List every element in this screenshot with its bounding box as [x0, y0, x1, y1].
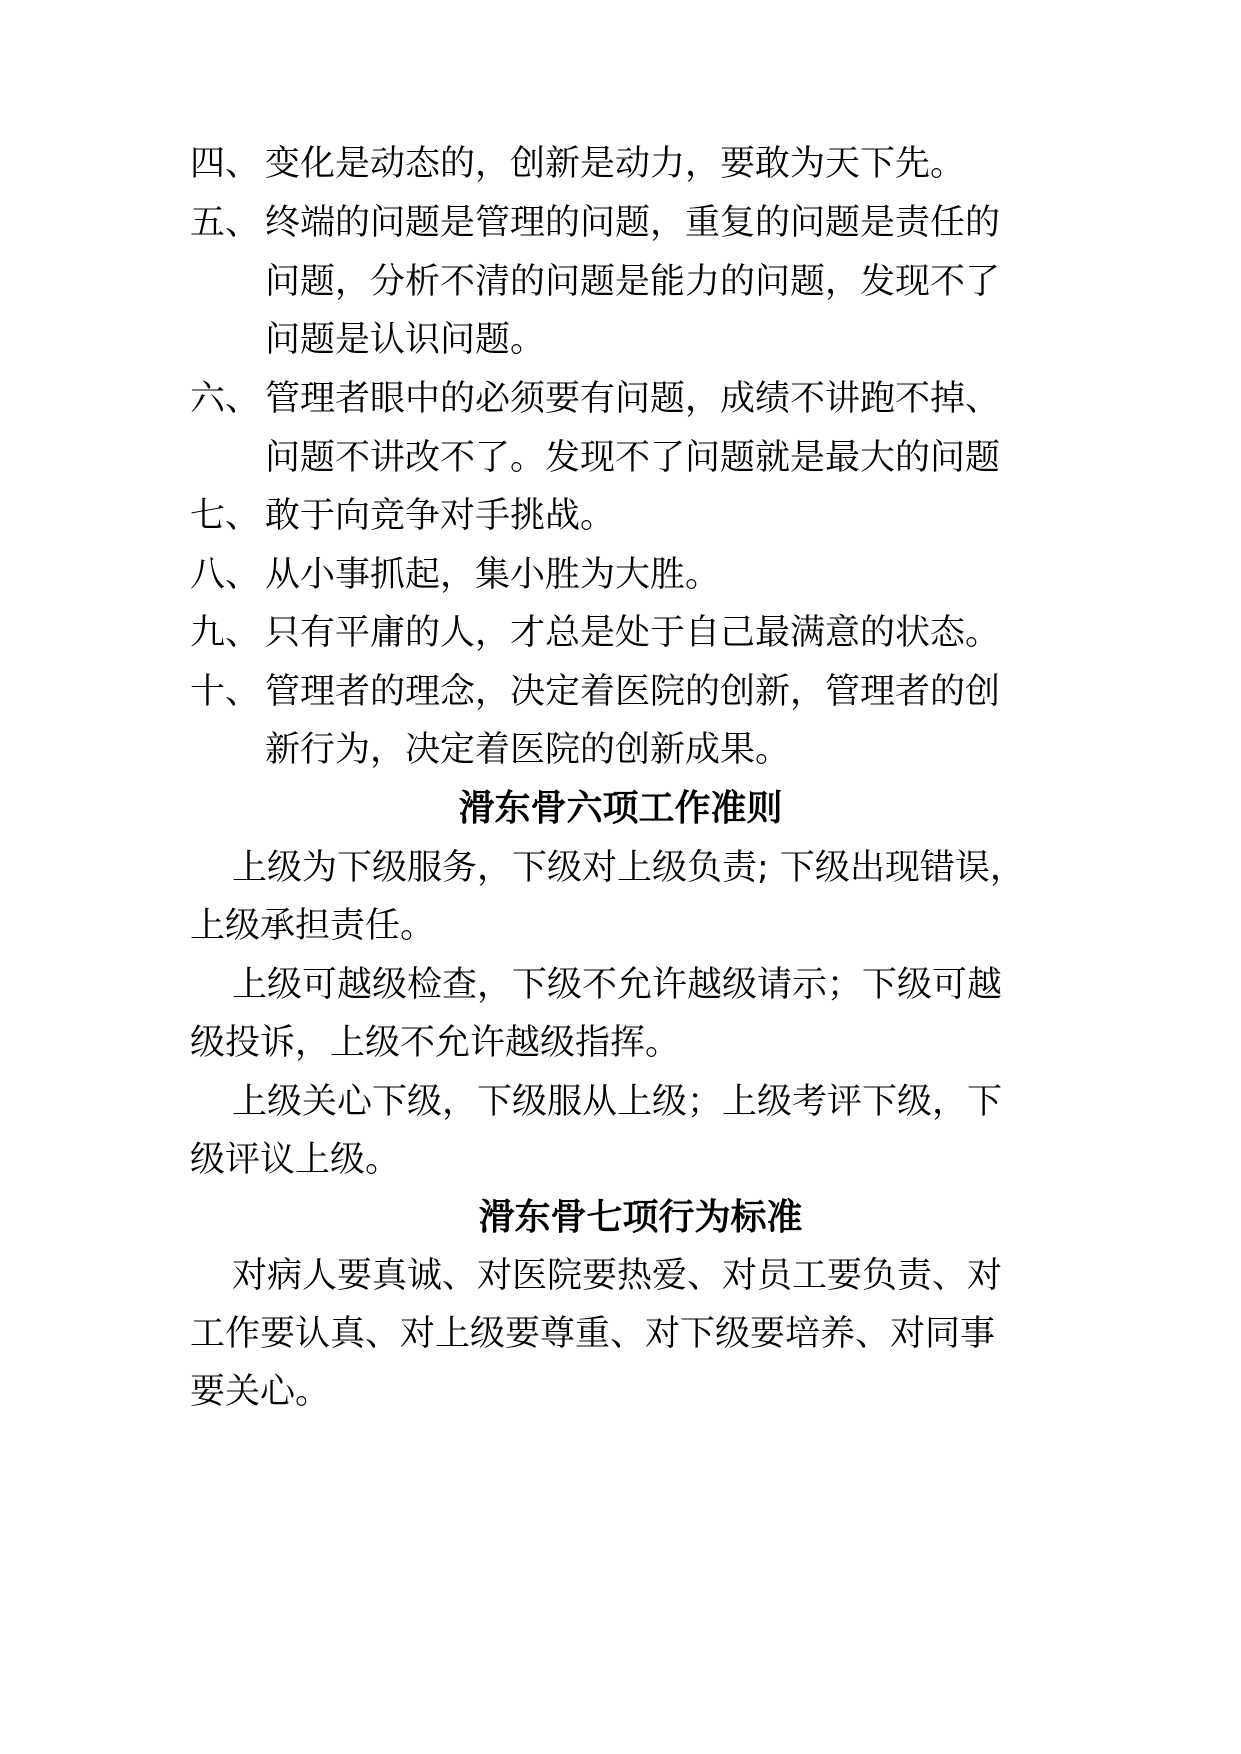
- rule-text: 管理者的理念，决定着医院的创新，管理者的创: [265, 672, 1001, 712]
- paragraph-text: 对病人要真诚、对医院要热爱、对员工要负责、对: [232, 1256, 1003, 1296]
- rule-number: 十、: [190, 672, 261, 712]
- section-title: 滑东骨六项工作准则: [458, 788, 783, 829]
- paragraph-text: 上级为下级服务，下级对上级负责; 下级出现错误，: [232, 848, 1025, 888]
- rule-number: 八、: [190, 555, 261, 595]
- paragraph-text: 上级可越级检查，下级不允许越级请示；下级可越: [232, 965, 1003, 1005]
- rule-number: 五、: [190, 203, 261, 243]
- rule-text: 只有平庸的人，才总是处于自己最满意的状态。: [265, 613, 1001, 653]
- section-title: 滑东骨七项行为标准: [478, 1197, 803, 1238]
- paragraph-text: 上级关心下级，下级服从上级；上级考评下级，下: [232, 1082, 1003, 1122]
- paragraph-text: 上级承担责任。: [190, 906, 436, 946]
- rule-text: 变化是动态的，创新是动力，要敢为天下先。: [265, 144, 966, 184]
- paragraph-text: 要关心。: [190, 1372, 331, 1412]
- rule-number: 九、: [190, 613, 261, 653]
- rule-text: 从小事抓起，集小胜为大胜。: [265, 555, 721, 595]
- paragraph-text: 级评议上级。: [190, 1140, 401, 1180]
- rule-number: 六、: [190, 379, 261, 419]
- paragraph-text: 工作要认真、对上级要尊重、对下级要培养、对同事: [190, 1314, 996, 1354]
- rule-number: 四、: [190, 144, 261, 184]
- paragraph-text: 级投诉，上级不允许越级指挥。: [190, 1023, 681, 1063]
- rule-text: 新行为，决定着医院的创新成果。: [265, 730, 791, 770]
- rule-text: 问题，分析不清的问题是能力的问题，发现不了: [265, 262, 1001, 302]
- rule-text: 敢于向竞争对手挑战。: [265, 496, 616, 536]
- rule-text: 问题不讲改不了。发现不了问题就是最大的问题: [265, 438, 1001, 478]
- rule-text: 问题是认识问题。: [265, 320, 546, 360]
- rule-number: 七、: [190, 496, 261, 536]
- rule-text: 管理者眼中的必须要有问题，成绩不讲跑不掉、: [265, 379, 1001, 419]
- rule-text: 终端的问题是管理的问题，重复的问题是责任的: [265, 203, 1001, 243]
